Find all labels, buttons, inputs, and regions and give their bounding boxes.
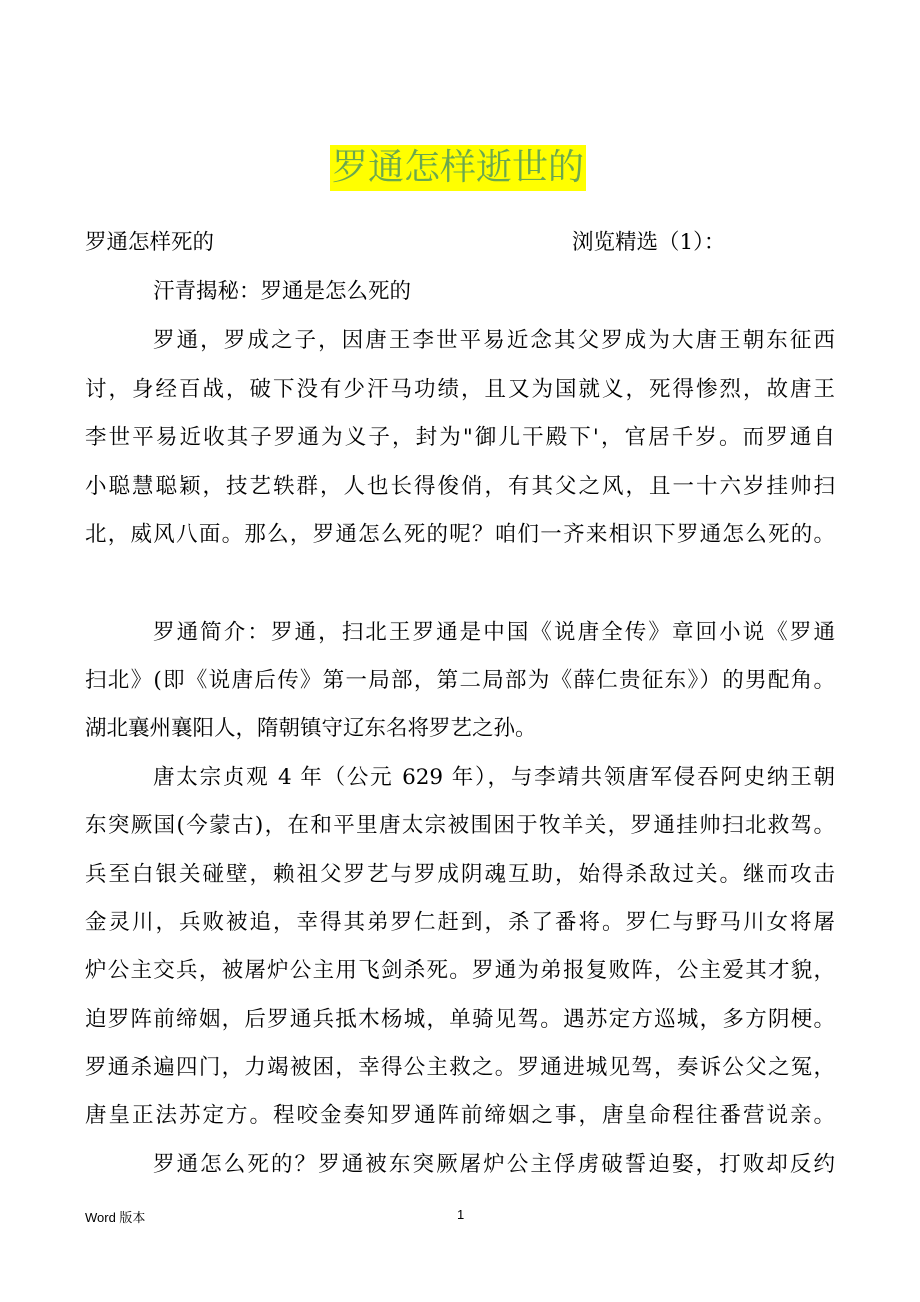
paragraph-line: 讨，身经百战，破下没有少汗马功绩，且又为国就义，死得惨烈，故唐王: [85, 377, 835, 402]
paragraph-line: 迫罗阵前缔姻，后罗通兵抵木杨城，单骑见驾。遇苏定方巡城，多方阴梗。: [85, 1007, 835, 1032]
paragraph-line: 小聪慧聪颖，技艺轶群，人也长得俊俏，有其父之风，且一十六岁挂帅扫: [85, 474, 835, 499]
document-title: 罗通怎样逝世的: [330, 145, 586, 191]
header-left: 罗通怎样死的: [85, 230, 215, 255]
paragraph-line: 东突厥国(今蒙古)，在和平里唐太宗被围困于牧羊关，罗通挂帅扫北救驾。: [85, 813, 835, 838]
footer-label: Word 版本: [85, 1210, 146, 1225]
paragraph-line: 湖北襄州襄阳人，隋朝镇守辽东名将罗艺之孙。: [85, 716, 537, 741]
paragraph-line: 罗通怎么死的？罗通被东突厥屠炉公主俘虏破誓迫娶，打败却反约: [153, 1152, 835, 1177]
paragraph-line: 兵至白银关碰壁，赖祖父罗艺与罗成阴魂互助，始得杀敌过关。继而攻击: [85, 862, 835, 887]
header-right: 浏览精选（1）：: [572, 230, 726, 255]
paragraph-line: 罗通，罗成之子，因唐王李世平易近念其父罗成为大唐王朝东征西: [153, 328, 835, 353]
paragraph-line: 罗通简介：罗通，扫北王罗通是中国《说唐全传》章回小说《罗通: [153, 620, 835, 645]
paragraph-line: 炉公主交兵，被屠炉公主用飞剑杀死。罗通为弟报复败阵，公主爱其才貌，: [85, 958, 835, 983]
paragraph-line: 唐太宗贞观 4 年（公元 629 年），与李靖共领唐军侵吞阿史纳王朝: [153, 765, 835, 790]
paragraph-line: 扫北》(即《说唐后传》第一局部，第二局部为《薛仁贵征东》）的男配角。: [85, 668, 835, 693]
paragraph-line: 北，威风八面。那么，罗通怎么死的呢？咱们一齐来相识下罗通怎么死的。: [85, 522, 835, 547]
paragraph-line: 李世平易近收其子罗通为义子，封为"御儿干殿下'，官居千岁。而罗通自: [85, 425, 835, 450]
page-number: 1: [457, 1207, 465, 1222]
subtitle: 汗青揭秘：罗通是怎么死的: [153, 279, 412, 304]
paragraph-line: 罗通杀遍四门，力竭被困，幸得公主救之。罗通进城见驾，奏诉公父之冤，: [85, 1055, 835, 1080]
paragraph-line: 唐皇正法苏定方。程咬金奏知罗通阵前缔姻之事，唐皇命程往番营说亲。: [85, 1103, 835, 1128]
paragraph-line: 金灵川，兵败被追，幸得其弟罗仁赶到，杀了番将。罗仁与野马川女将屠: [85, 910, 835, 935]
